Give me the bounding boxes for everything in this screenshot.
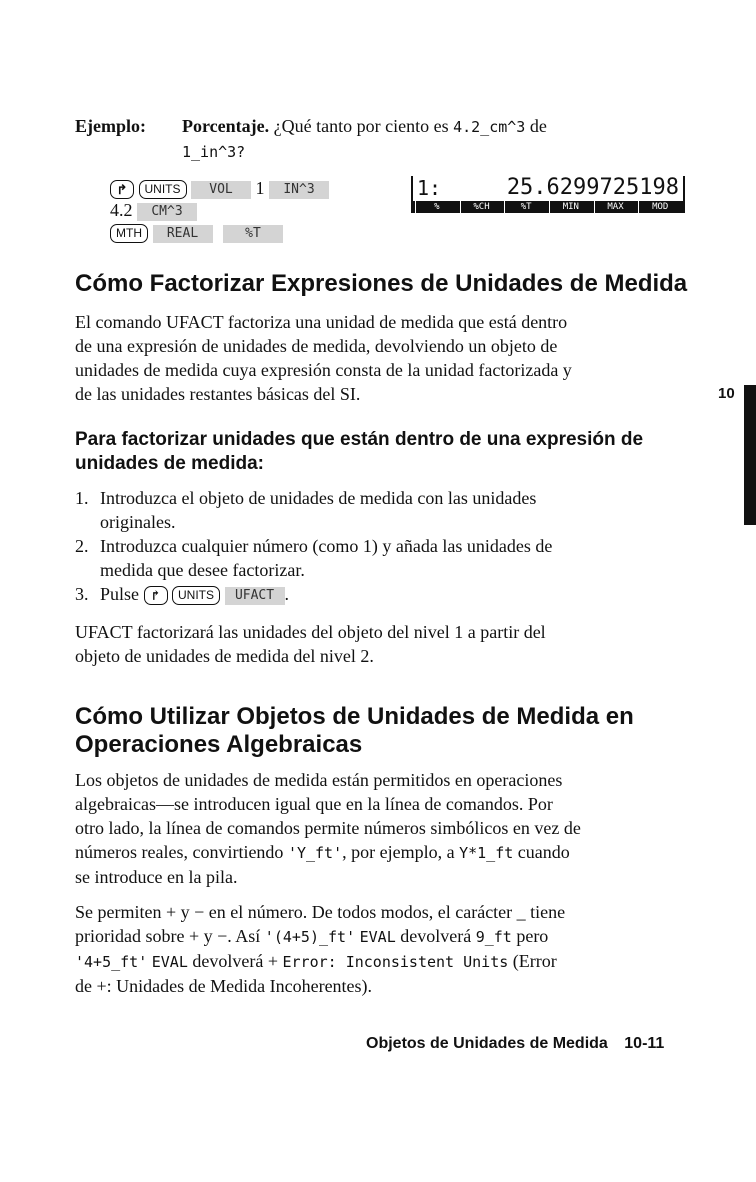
menu-pct-t[interactable]: %T bbox=[223, 225, 283, 243]
menu-ufact[interactable]: UFACT bbox=[225, 587, 285, 605]
step-line: Introduzca cualquier número (como 1) y añada las unidades de bbox=[100, 536, 553, 556]
para-line: algebraicas—se introducen igual que en la línea de comandos. Por bbox=[75, 794, 553, 814]
menu-real[interactable]: REAL bbox=[153, 225, 213, 243]
example-label: Ejemplo: bbox=[75, 116, 146, 136]
code-run: '(4+5)_ft' bbox=[264, 928, 356, 946]
page-number: 10-11 bbox=[624, 1035, 665, 1052]
code-run: EVAL bbox=[151, 953, 188, 971]
step-line: Introduzca el objeto de unidades de medida con las unidades bbox=[100, 488, 537, 508]
para-line: Se permiten + y − en el número. De todos modos, el carácter _ tiene bbox=[75, 902, 566, 922]
text-run: pero bbox=[516, 926, 549, 946]
example-code-in3: 1_in^3? bbox=[182, 143, 246, 161]
example-question-text: ¿Qué tanto por ciento es bbox=[273, 116, 449, 136]
key-sequence bbox=[110, 177, 329, 243]
step-number: 1. bbox=[75, 488, 89, 508]
list-item bbox=[75, 534, 695, 582]
mth-key[interactable]: MTH bbox=[110, 224, 148, 243]
section-heading-factorizar: Cómo Factorizar Expresiones de Unidades de Medida bbox=[75, 270, 688, 297]
softkey-menu bbox=[413, 201, 683, 213]
right-shift-key[interactable]: ↱ bbox=[144, 586, 168, 605]
section-heading-algebraicas bbox=[75, 703, 634, 759]
para-line bbox=[75, 949, 715, 974]
chapter-tab-label: 10 bbox=[718, 385, 735, 402]
key-one: 1 bbox=[255, 178, 265, 198]
right-shift-key[interactable]: ↱ bbox=[110, 180, 134, 199]
example-block bbox=[75, 114, 146, 138]
text-run: prioridad sobre + y −. Así bbox=[75, 926, 261, 946]
softkey-label: MIN bbox=[549, 201, 592, 213]
code-run: Y*1_ft bbox=[459, 844, 514, 862]
para-line: El comando UFACT factoriza una unidad de medida que está dentro bbox=[75, 312, 568, 332]
stack-level: 1: bbox=[417, 176, 442, 200]
para-line: otro lado, la línea de comandos permite números simbólicos en vez de bbox=[75, 818, 581, 838]
footer bbox=[366, 1035, 664, 1053]
units-key[interactable]: UNITS bbox=[139, 180, 187, 199]
section2-paragraph1 bbox=[75, 768, 715, 889]
code-run: EVAL bbox=[359, 928, 396, 946]
example-code-cm3: 4.2_cm^3 bbox=[453, 118, 526, 136]
para-line: de las unidades restantes básicas del SI. bbox=[75, 384, 361, 404]
section1-after bbox=[75, 620, 695, 668]
heading-line: Operaciones Algebraicas bbox=[75, 731, 363, 758]
stack-value: 25.6299725198 bbox=[506, 175, 679, 200]
code-run: Error: Inconsistent Units bbox=[282, 953, 509, 971]
para-line bbox=[75, 924, 715, 949]
text-run: (Error bbox=[512, 951, 557, 971]
step-line: medida que desee factorizar. bbox=[100, 560, 305, 580]
menu-in3[interactable]: IN^3 bbox=[269, 181, 329, 199]
softkey-label: %T bbox=[504, 201, 547, 213]
softkey-label: MAX bbox=[594, 201, 637, 213]
para-line: de una expresión de unidades de medida, devolviendo un objeto de bbox=[75, 336, 558, 356]
code-run: 9_ft bbox=[475, 928, 512, 946]
text-run: devolverá bbox=[400, 926, 472, 946]
text-run: números reales, convirtiendo bbox=[75, 842, 284, 862]
example-question-de: de bbox=[529, 116, 547, 136]
subheading-factorizar bbox=[75, 428, 643, 476]
heading-line: Cómo Utilizar Objetos de Unidades de Medida en bbox=[75, 703, 634, 730]
section2-paragraph2 bbox=[75, 900, 715, 998]
list-item bbox=[75, 582, 695, 606]
code-run: '4+5_ft' bbox=[75, 953, 148, 971]
step-line: originales. bbox=[100, 512, 176, 532]
section1-paragraph bbox=[75, 310, 695, 406]
para-line bbox=[75, 840, 715, 865]
para-line: UFACT factorizará las unidades del objeto del nivel 1 a partir del bbox=[75, 622, 546, 642]
calculator-display bbox=[411, 176, 685, 213]
softkey-label: %CH bbox=[460, 201, 503, 213]
menu-cm3[interactable]: CM^3 bbox=[137, 203, 197, 221]
example-title: Porcentaje. bbox=[182, 116, 270, 136]
footer-title: Objetos de Unidades de Medida bbox=[366, 1035, 608, 1052]
code-run: 'Y_ft' bbox=[287, 844, 343, 862]
example-question bbox=[182, 114, 682, 164]
subheading-line: unidades de medida: bbox=[75, 453, 264, 474]
step-number: 3. bbox=[75, 584, 89, 604]
units-key[interactable]: UNITS bbox=[172, 586, 220, 605]
para-line: se introduce en la pila. bbox=[75, 867, 238, 887]
chapter-tab-bar bbox=[744, 385, 756, 525]
para-line: unidades de medida cuya expresión consta de la unidad factorizada y bbox=[75, 360, 572, 380]
steps-list bbox=[75, 486, 695, 606]
para-line: de +: Unidades de Medida Incoherentes). bbox=[75, 976, 373, 996]
text-run: cuando bbox=[517, 842, 570, 862]
para-line: objeto de unidades de medida del nivel 2. bbox=[75, 646, 374, 666]
text-run: , por ejemplo, a bbox=[342, 842, 455, 862]
softkey-label: % bbox=[415, 201, 458, 213]
step-end: . bbox=[284, 584, 290, 604]
key-num: 4.2 bbox=[110, 200, 133, 220]
subheading-line: Para factorizar unidades que están dentro de una expresión de bbox=[75, 429, 644, 450]
step-line: Pulse bbox=[100, 584, 140, 604]
para-line: Los objetos de unidades de medida están permitidos en operaciones bbox=[75, 770, 563, 790]
step-number: 2. bbox=[75, 536, 89, 556]
menu-vol[interactable]: VOL bbox=[191, 181, 251, 199]
list-item bbox=[75, 486, 695, 534]
text-run: devolverá + bbox=[192, 951, 278, 971]
softkey-label: MOD bbox=[638, 201, 681, 213]
